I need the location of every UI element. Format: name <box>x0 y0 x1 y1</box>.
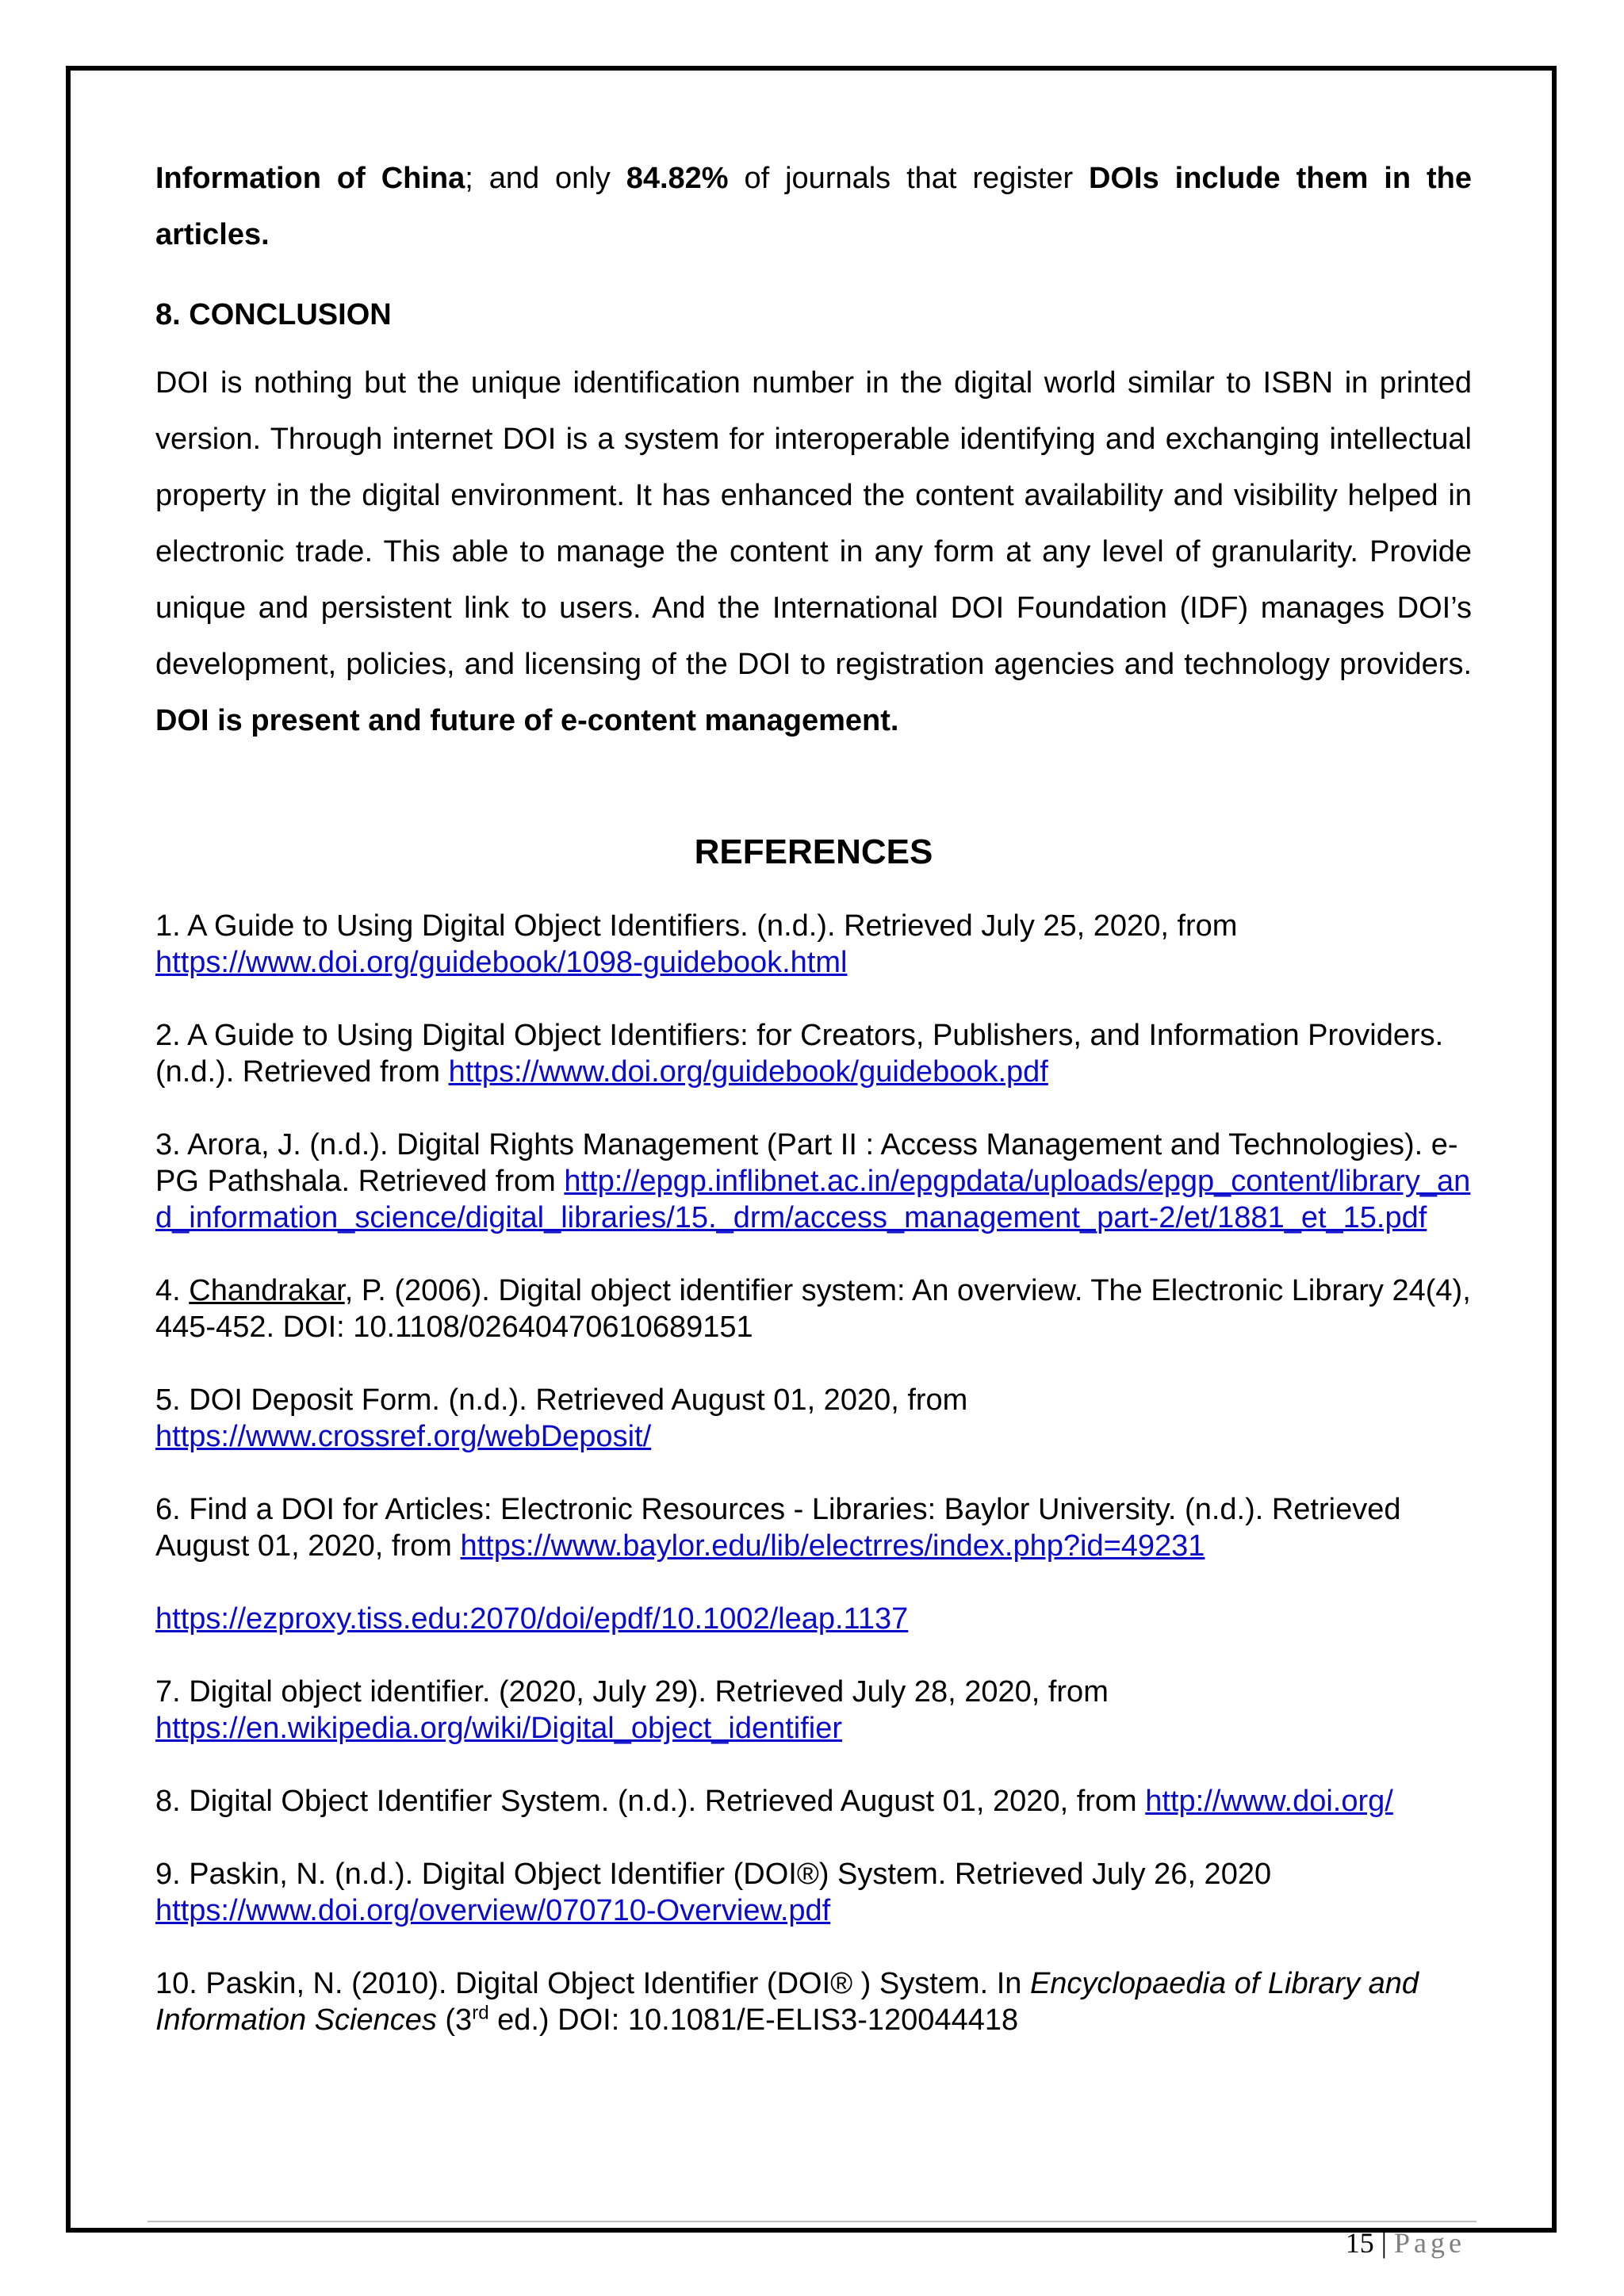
reference-item-8 <box>155 1783 1472 1820</box>
reference-link[interactable]: https://www.doi.org/guidebook/1098-guidebook.html <box>155 946 848 979</box>
reference-link[interactable]: http://epgp.inflibnet.ac.in/epgpdata/uploads/epgp_content/library_and_information_science/digital_libraries/15._drm/access_management_part-2/et/1881_et_15.pdf <box>155 1165 1471 1234</box>
page-content <box>155 151 1472 2075</box>
reference-italic-title: Encyclopaedia of Library and Information Sciences <box>155 1967 1419 2037</box>
reference-item-10 <box>155 1965 1472 2038</box>
reference-text: 7. Digital object identifier. (2020, July 29). Retrieved July 28, 2020, from <box>155 1675 1109 1709</box>
reference-edition-pre: (3 <box>436 2003 473 2037</box>
reference-link[interactable]: https://www.crossref.org/webDeposit/ <box>155 1420 652 1453</box>
conclusion-bold-ending: DOI is present and future of e-content management. <box>155 704 899 737</box>
reference-item-4 <box>155 1272 1472 1345</box>
reference-item-9 <box>155 1856 1472 1929</box>
reference-item-1 <box>155 908 1472 981</box>
conclusion-paragraph <box>155 355 1472 749</box>
conclusion-text: DOI is nothing but the unique identification number in the digital world similar to ISBN in printed version. Through internet DOI is a system for interoperable identifying and exchanging intellectual property in the digital environment. It has enhanced the content availability and visibility helped in electronic trade. This able to manage the content in any form at any level of granularity. Provide unique and persistent link to users. And the International DOI Foundation (IDF) manages DOI’s development, policies, and licensing of the DOI to registration agencies and technology providers. <box>155 366 1472 681</box>
reference-author: Chandrakar <box>189 1274 345 1307</box>
conclusion-heading: 8. CONCLUSION <box>155 298 392 331</box>
footer-page-word: Page <box>1394 2227 1465 2259</box>
reference-number: 4. <box>155 1274 190 1307</box>
page-footer <box>1346 2226 1465 2260</box>
footer-divider <box>147 2221 1477 2222</box>
reference-text: 8. Digital Object Identifier System. (n.d.). Retrieved August 01, 2020, from <box>155 1785 1146 1818</box>
reference-text: 1. A Guide to Using Digital Object Identifiers. (n.d.). Retrieved July 25, 2020, from <box>155 909 1238 943</box>
intro-paragraph <box>155 151 1472 263</box>
references-list <box>155 908 1472 2038</box>
reference-item-6 <box>155 1491 1472 1564</box>
intro-text-2: of journals that register <box>728 162 1090 195</box>
reference-item-3 <box>155 1127 1472 1236</box>
reference-item-2 <box>155 1017 1472 1090</box>
reference-link[interactable]: https://en.wikipedia.org/wiki/Digital_object_identifier <box>155 1712 843 1745</box>
references-heading: REFERENCES <box>694 832 933 871</box>
reference-edition-post: ed.) DOI: 10.1081/E-ELIS3-120044418 <box>488 2003 1019 2037</box>
reference-link[interactable]: https://www.doi.org/overview/070710-Overview.pdf <box>155 1894 831 1927</box>
reference-text: 3. Arora, J. (n.d.). Digital Rights Management (Part II : Access Management and Technologies). e-PG Pathshala. Retrieved from <box>155 1128 1458 1198</box>
intro-percentage: 84.82% <box>626 162 729 195</box>
reference-edition-sup: rd <box>472 2002 489 2024</box>
reference-item-5 <box>155 1382 1472 1455</box>
reference-text: , P. (2006). Digital object identifier system: An overview. The Electronic Library 24(4), 445-452. DOI: 10.1108/02640470610689151 <box>155 1274 1471 1344</box>
reference-link[interactable]: https://www.baylor.edu/lib/electrres/index.php?id=49231 <box>460 1529 1205 1563</box>
reference-text: 10. Paskin, N. (2010). Digital Object Identifier (DOI® ) System. In <box>155 1967 1030 2000</box>
page-number: 15 <box>1345 2227 1374 2259</box>
reference-link[interactable]: http://www.doi.org/ <box>1145 1785 1393 1818</box>
reference-link[interactable]: https://ezproxy.tiss.edu:2070/doi/epdf/10.1002/leap.1137 <box>155 1602 909 1636</box>
footer-separator: | <box>1373 2227 1395 2259</box>
reference-item-6b <box>155 1601 1472 1637</box>
reference-link[interactable]: https://www.doi.org/guidebook/guidebook.pdf <box>448 1055 1048 1089</box>
intro-bold-china: Information of China <box>155 162 465 195</box>
intro-text-1: ; and only <box>465 162 626 195</box>
reference-text: 6. Find a DOI for Articles: Electronic Resources - Libraries: Baylor University. (n.d.). Retrieved August 01, 2020, from <box>155 1493 1401 1563</box>
reference-item-7 <box>155 1674 1472 1747</box>
reference-text: 2. A Guide to Using Digital Object Identifiers: for Creators, Publishers, and Information Providers. (n.d.). Retrieved from <box>155 1019 1444 1089</box>
reference-text: 9. Paskin, N. (n.d.). Digital Object Identifier (DOI®) System. Retrieved July 26, 2020 <box>155 1858 1272 1891</box>
intro-bold-dois: DOIs include them in the articles. <box>155 162 1472 251</box>
reference-text: 5. DOI Deposit Form. (n.d.). Retrieved August 01, 2020, from <box>155 1383 968 1417</box>
